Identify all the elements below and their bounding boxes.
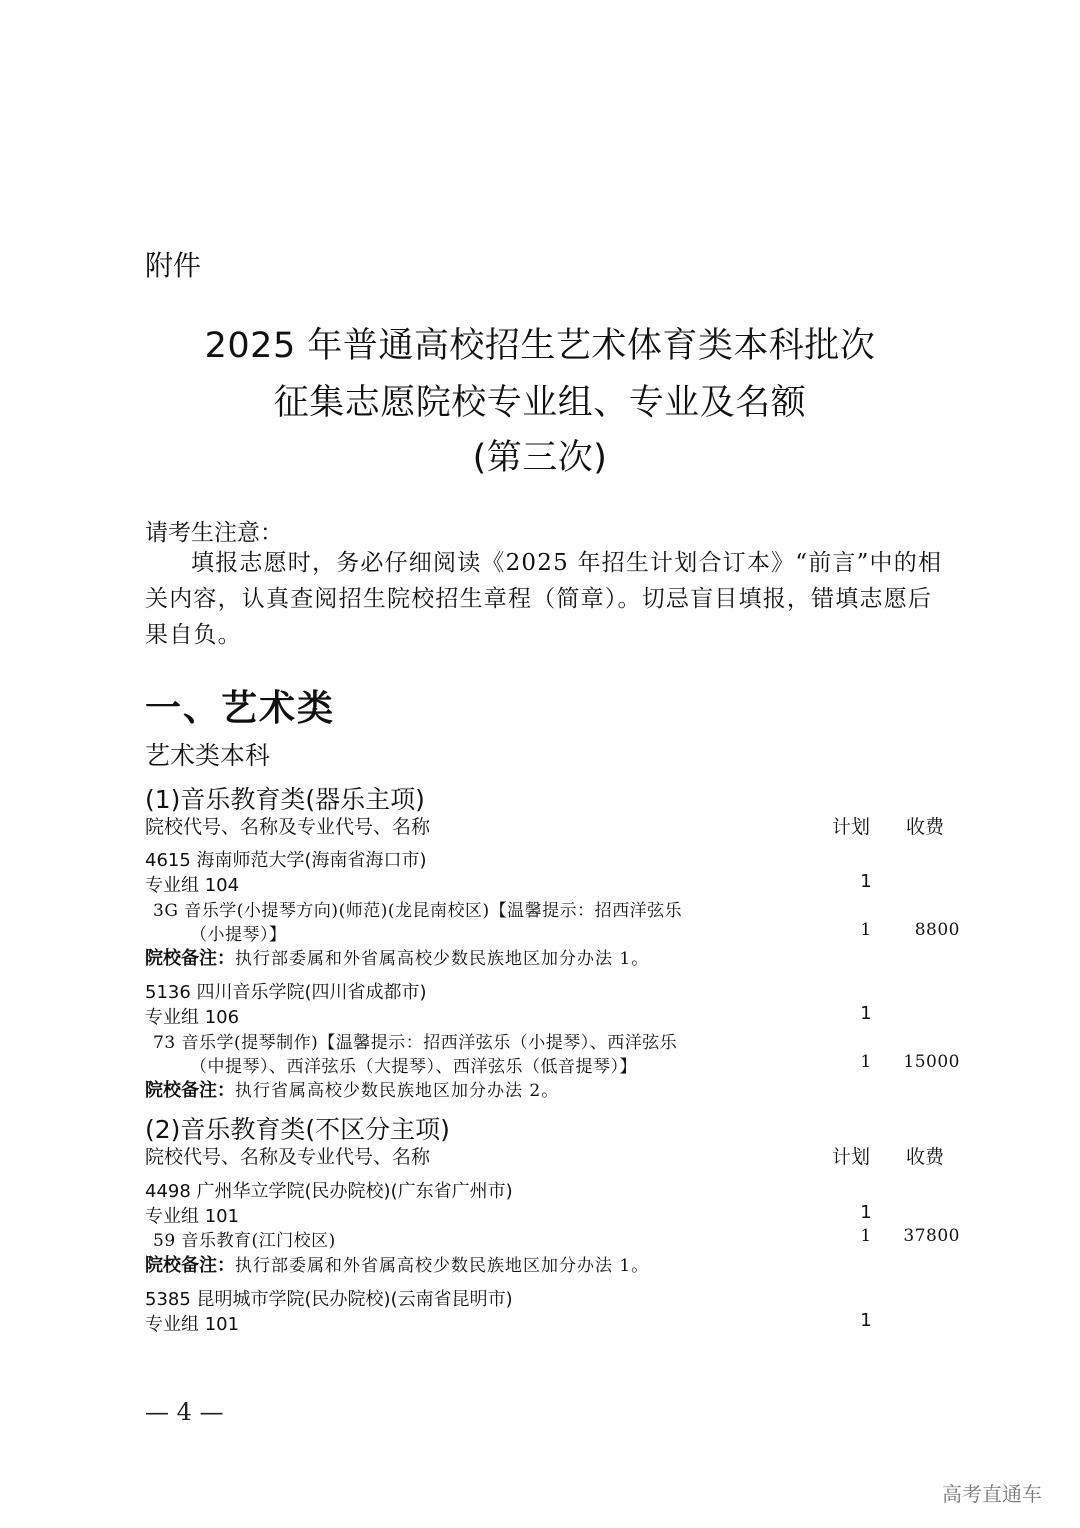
column-header-fee: 收费: [906, 816, 945, 838]
remark-text: 执行部委属和外省属高校少数民族地区加分办法 1。: [235, 1256, 650, 1276]
attachment-label: 附件: [145, 249, 202, 282]
major-plan: 1: [860, 1226, 872, 1246]
column-header-plan: 计划: [832, 816, 871, 838]
remark-label: 院校备注：: [145, 1080, 235, 1101]
column-header-name: 院校代号、名称及专业代号、名称: [145, 816, 431, 838]
column-header-plan: 计划: [832, 1146, 871, 1168]
major-group-plan: 1: [860, 1003, 872, 1024]
major-group-label: 专业组 101: [145, 1206, 240, 1227]
school-header: 4615 海南师范大学(海南省海口市): [145, 850, 427, 871]
notice-body: 填报志愿时，务必仔细阅读《2025 年招生计划合订本》“前言”中的相关内容，认真查阅招生院校招生章程（简章）。切忌盲目填报，错填志愿后果自负。: [145, 550, 943, 648]
major-group-plan: 1: [860, 1202, 872, 1223]
major-plan: 1: [860, 1052, 872, 1072]
school-header: 5136 四川音乐学院(四川省成都市): [145, 982, 427, 1003]
major-line-2: （中提琴）、西洋弦乐（大提琴）、西洋弦乐（低音提琴）】: [190, 1057, 637, 1077]
school-remark: [145, 1251, 649, 1277]
category-title: (1)音乐教育类(器乐主项): [145, 785, 425, 814]
major-line-1: 73 音乐学(提琴制作)【温馨提示：招西洋弦乐（小提琴）、西洋弦乐: [153, 1033, 678, 1053]
major-group-label: 专业组 101: [145, 1314, 240, 1335]
major-line-2: （小提琴）】: [190, 925, 287, 945]
page-title-line-3: (第三次): [472, 438, 608, 478]
school-remark: [145, 944, 649, 970]
remark-label: 院校备注：: [145, 948, 235, 969]
school-remark: [145, 1076, 559, 1102]
category-title: (2)音乐教育类(不区分主项): [145, 1115, 450, 1144]
column-header-fee: 收费: [906, 1146, 945, 1168]
major-fee: 15000: [903, 1052, 960, 1072]
remark-label: 院校备注：: [145, 1255, 235, 1276]
section-subheading: 艺术类本科: [145, 741, 271, 770]
section-heading: 一、艺术类: [145, 688, 336, 729]
notice-heading: 请考生注意：: [145, 520, 283, 546]
major-group-plan: 1: [860, 1310, 872, 1331]
major-fee: 8800: [914, 920, 960, 940]
column-header-name: 院校代号、名称及专业代号、名称: [145, 1146, 431, 1168]
major-line-1: 3G 音乐学(小提琴方向)(师范)(龙昆南校区)【温馨提示：招西洋弦乐: [153, 901, 683, 921]
major-group-label: 专业组 104: [145, 875, 240, 896]
page-title-line-1: 2025 年普通高校招生艺术体育类本科批次: [204, 326, 876, 366]
major-fee: 37800: [903, 1226, 960, 1246]
page-title-line-2: 征集志愿院校专业组、专业及名额: [273, 383, 807, 423]
remark-text: 执行部委属和外省属高校少数民族地区加分办法 1。: [235, 949, 650, 969]
page-number: — 4 —: [145, 1398, 224, 1426]
school-header: 4498 广州华立学院(民办院校)(广东省广州市): [145, 1181, 513, 1202]
major-group-plan: 1: [860, 871, 872, 892]
watermark: 高考直通车: [942, 1482, 1042, 1506]
major-plan: 1: [860, 920, 872, 940]
school-header: 5385 昆明城市学院(民办院校)(云南省昆明市): [145, 1289, 513, 1310]
remark-text: 执行省属高校少数民族地区加分办法 2。: [235, 1081, 560, 1101]
major-group-label: 专业组 106: [145, 1007, 240, 1028]
major-line-1: 59 音乐教育(江门校区): [153, 1231, 336, 1251]
